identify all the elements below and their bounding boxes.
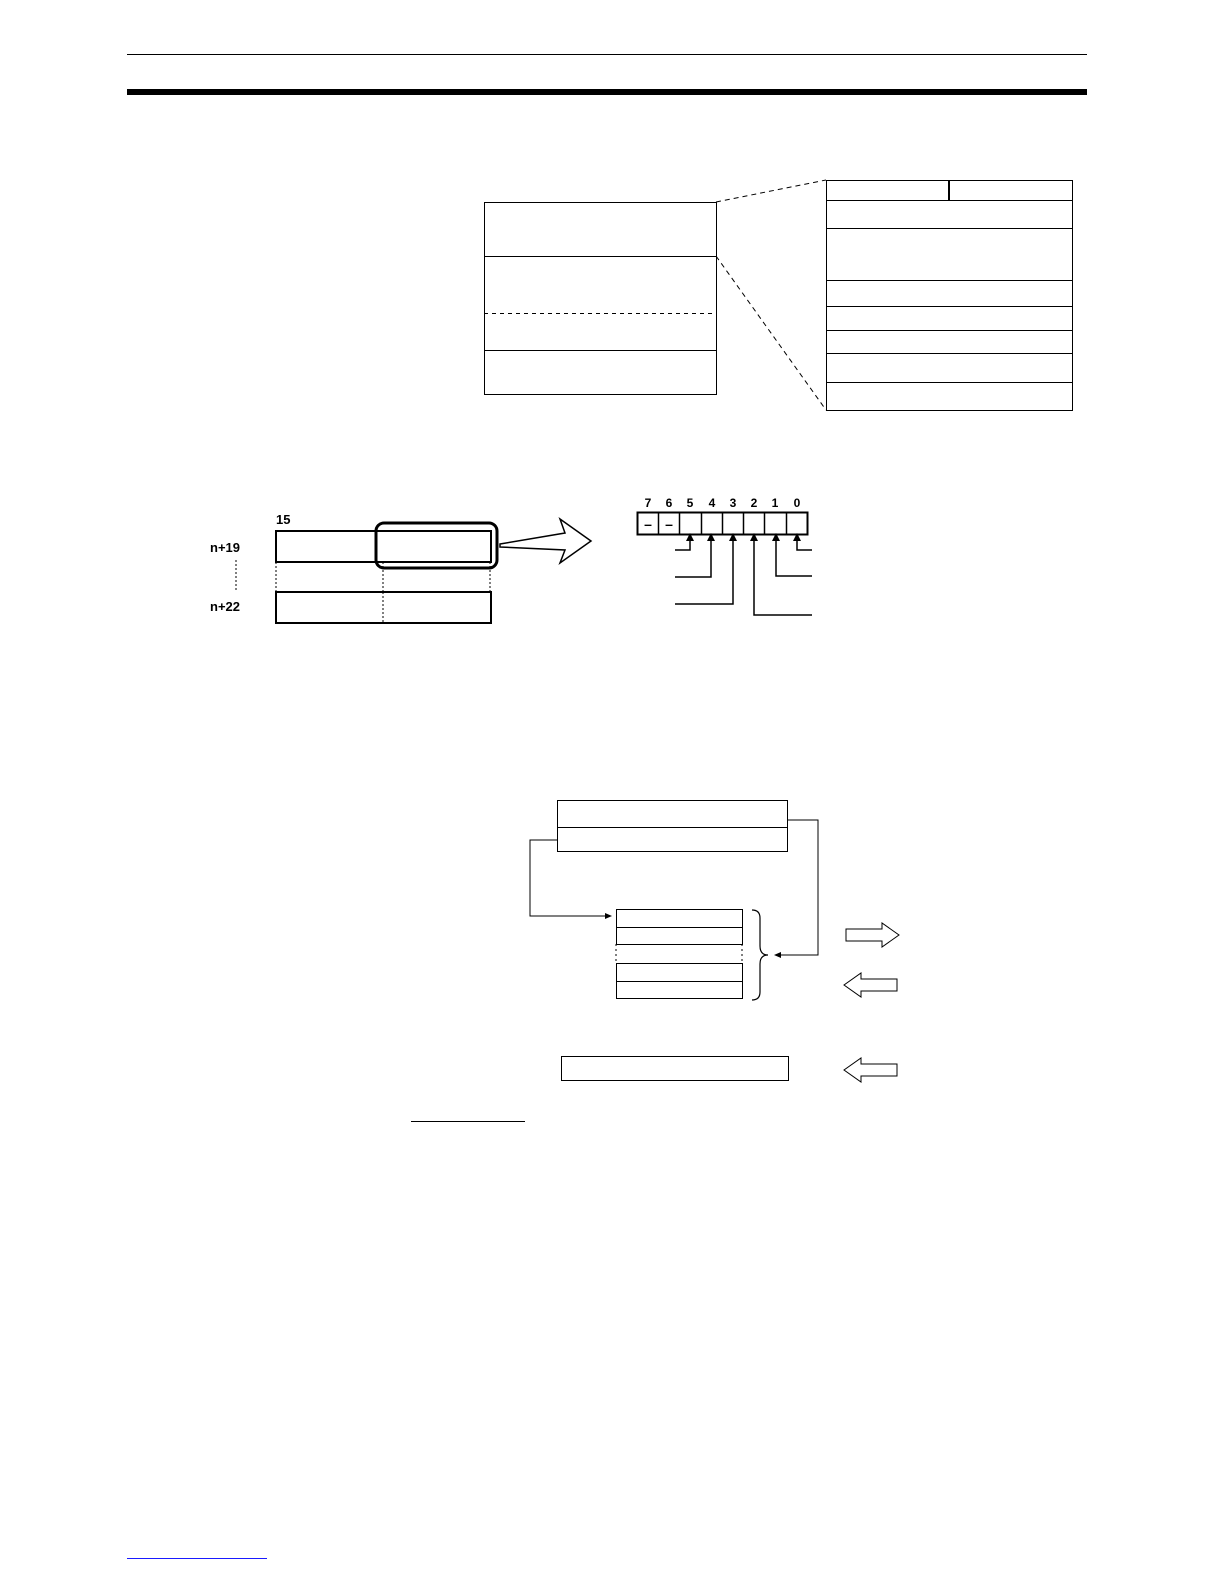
reserved-bit-6: –: [665, 516, 673, 532]
source-area: [558, 801, 788, 852]
expand-arrow: [500, 519, 591, 563]
bit-number-3: 3: [729, 496, 737, 510]
leader-bit-3: [675, 537, 733, 604]
bit-number-2: 2: [750, 496, 758, 510]
flow-line-right: [778, 820, 818, 955]
detail-table: [827, 181, 1073, 411]
zoom-line-bottom: [716, 256, 826, 410]
brace: [752, 910, 768, 1000]
bit-number-7: 7: [644, 496, 652, 510]
bit-number-1: 1: [771, 496, 779, 510]
reserved-bit-7: –: [644, 516, 652, 532]
word-label-n19: n+19: [210, 540, 240, 555]
leader-bit-4: [675, 537, 711, 577]
bit-number-5: 5: [686, 496, 694, 510]
data-flow-figure: [0, 790, 1224, 1090]
bit-number-4: 4: [708, 496, 716, 510]
bit-number-0: 0: [793, 496, 801, 510]
flow-arrowhead: [605, 913, 612, 919]
word-label-n22: n+22: [210, 599, 240, 614]
memory-map-figure: [0, 0, 1224, 440]
arrow-out: [846, 923, 899, 947]
flow-arrowhead: [774, 952, 781, 958]
zoom-line-top: [716, 180, 826, 202]
word-top-label: 15: [276, 512, 291, 527]
arrow-in: [844, 1058, 897, 1082]
arrow-in: [844, 973, 897, 997]
memory-block: [485, 203, 717, 395]
word-row: [276, 531, 491, 562]
underline-rule: [411, 1121, 525, 1122]
footer-link-rule[interactable]: [127, 1558, 267, 1559]
bit-allocation-figure: [0, 480, 1224, 640]
leader-bit-1: [776, 537, 812, 576]
status-area: [562, 1057, 789, 1081]
bit-number-6: 6: [665, 496, 673, 510]
